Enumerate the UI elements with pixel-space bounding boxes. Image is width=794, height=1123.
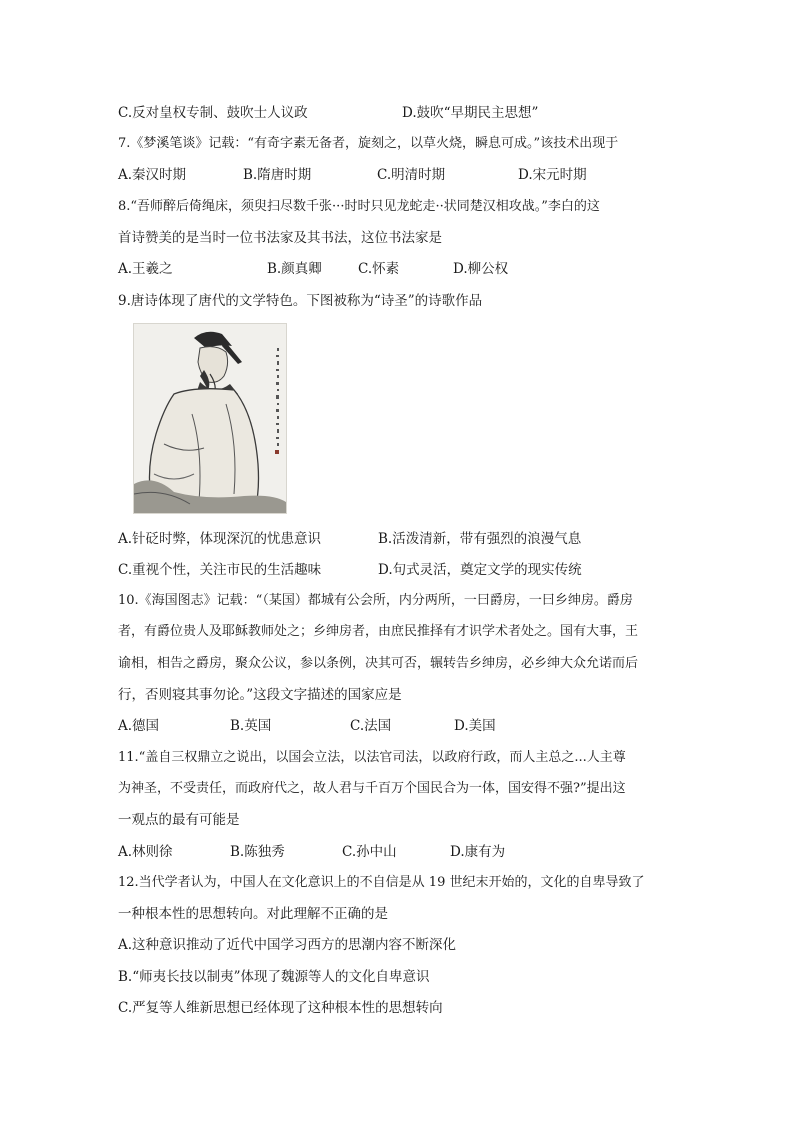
q11-option-a: A.林则徐 (118, 844, 173, 860)
q12-option-a: A.这种意识推动了近代中国学习西方的思潮内容不断深化 (118, 937, 457, 953)
q10-option-c: C.法国 (350, 718, 392, 734)
q8-option-a: A.王羲之 (118, 261, 173, 277)
q10-stem-line2: 者，有爵位贵人及耶稣教师处之；乡绅房者，由庶民推择有才识学术者处之。国有大事，王 (118, 624, 639, 639)
q8-stem-line2: 首诗赞美的是当时一位书法家及其书法，这位书法家是 (118, 230, 442, 246)
q9-option-c: C.重视个性，关注市民的生活趣味 (118, 562, 322, 578)
q11-stem-line2: 为神圣，不受责任，而政府代之，故人君与千百万个国民合为一体，国安得不强?”提出这 (118, 781, 626, 796)
q10-stem-line1: 10.《海国图志》记载：“（某国）都城有公会所，内分两所，一曰爵房，一曰乡绅房。爵房 (118, 593, 633, 608)
q10-option-b: B.英国 (230, 718, 272, 734)
q9-option-d: D.句式灵活，奠定文学的现实传统 (378, 562, 582, 578)
q8-option-b: B.颜真卿 (267, 261, 322, 277)
q11-option-c: C.孙中山 (342, 844, 397, 860)
q12-stem-line1: 12.当代学者认为，中国人在文化意识上的不自信是从 19 世纪末开始的，文化的自卑导致了 (118, 875, 645, 890)
q6-option-c: C.反对皇权专制、鼓吹士人议政 (118, 105, 308, 121)
q8-option-d: D.柳公权 (453, 261, 509, 277)
q6-option-d: D.鼓吹“早期民主思想” (402, 105, 539, 121)
q10-option-a: A.德国 (118, 718, 160, 734)
q11-option-b: B.陈独秀 (230, 844, 285, 860)
q9-option-b: B.活泼清新，带有强烈的浪漫气息 (378, 531, 582, 547)
q11-option-d: D.康有为 (450, 844, 506, 860)
q8-stem-line1: 8.“吾师醉后倚绳床，须臾扫尽数千张···时时只见龙蛇走··状同楚汉相攻战。”李白的这 (118, 199, 600, 214)
q10-stem-line4: 行，否则寝其事勿论。”这段文字描述的国家应是 (118, 687, 402, 703)
q12-option-b: B.“师夷长技以制夷”体现了魏源等人的文化自卑意识 (118, 969, 430, 985)
q7-option-b: B.隋唐时期 (243, 167, 312, 183)
q12-option-c: C.严复等人维新思想已经体现了这种根本性的思想转向 (118, 1000, 443, 1016)
q7-option-d: D.宋元时期 (518, 167, 587, 183)
q10-option-d: D.美国 (454, 718, 496, 734)
q12-stem-line2: 一种根本性的思想转向。对此理解不正确的是 (118, 906, 388, 922)
q9-stem: 9.唐诗体现了唐代的文学特色。下图被称为“诗圣”的诗歌作品 (118, 293, 483, 309)
q11-stem-line1: 11.“盖自三权鼎立之说出，以国会立法，以法官司法，以政府行政，而人主总之...人主尊 (118, 750, 626, 765)
q7-option-a: A.秦汉时期 (118, 167, 187, 183)
q7-stem: 7.《梦溪笔谈》记载：“有奇字素无备者，旋刻之，以草火烧，瞬息可成。”该技术出现于 (118, 136, 619, 151)
q10-stem-line3: 谕相，相告之爵房，聚众公议，参以条例，决其可否，辗转告乡绅房，必乡绅大众允诺而后 (118, 656, 639, 671)
q9-option-a: A.针砭时弊，体现深沉的忧患意识 (118, 531, 322, 547)
portrait-drawing (134, 324, 286, 513)
du-fu-portrait (133, 323, 287, 514)
q8-option-c: C.怀素 (358, 261, 400, 277)
q11-stem-line3: 一观点的最有可能是 (118, 812, 240, 828)
q7-option-c: C.明清时期 (377, 167, 446, 183)
